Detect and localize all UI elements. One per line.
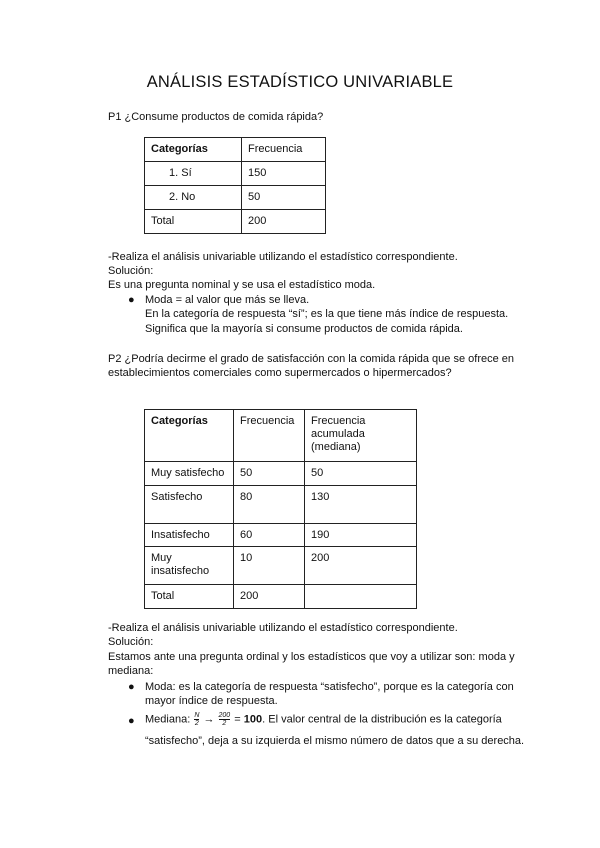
equals-sign: = [234,713,241,726]
fraction-n-over-2 [194,712,199,727]
table-cell: 60 [234,524,305,547]
table-cell: Satisfecho [145,486,234,524]
bullet-icon: ● [128,294,135,306]
mediana-rest: . El valor central de la distribución es la categoría [262,713,502,726]
p2-intro-line: mediana: [108,665,154,677]
table-row [145,162,326,186]
bullet-icon: ● [128,715,135,727]
bullet-text: “satisfecho”, deja a su izquierda el mismo número de datos que a su derecha. [145,735,525,747]
p1-solution-label: Solución: [108,265,154,277]
p2-question-line: establecimientos comerciales como supermercados o hipermercados? [108,367,452,379]
table-row [145,462,417,486]
bullet-icon: ● [128,681,135,693]
fraction-numerator: N [194,712,200,719]
bullet-text: mayor índice de respuesta. [145,695,278,707]
table-header-row [145,138,326,162]
fraction-denominator: 2 [194,720,199,727]
table-row [145,486,417,524]
p1-table [144,137,326,234]
fraction-numerator: 200 [218,712,231,719]
bullet-text: Moda = al valor que más se lleva. [145,294,310,306]
p1-instruction: -Realiza el análisis univariable utilizando el estadístico correspondiente. [108,251,458,263]
table-cell: 150 [242,162,326,186]
table-cell: 200 [242,210,326,234]
fraction-denominator: 2 [219,719,231,727]
mediana-formula [145,712,502,727]
table-cell: 80 [234,486,305,524]
table-cell: Total [145,585,234,609]
table-row [145,186,326,210]
table-cell: 50 [234,462,305,486]
table-cell: Muy satisfecho [145,462,234,486]
bullet-text: Significa que la mayoría si consume productos de comida rápida. [145,323,463,335]
mediana-label: Mediana: [145,713,191,726]
table-cell: Total [145,210,242,234]
mediana-result: 100 [243,713,263,726]
p2-question-line: P2 ¿Podría decirme el grado de satisfacción con la comida rápida que se ofrece en [108,353,515,365]
bullet-text: En la categoría de respuesta “sí”; es la que tiene más índice de respuesta. [145,308,509,320]
table-header: Frecuencia [234,410,305,462]
table-row [145,547,417,585]
table-cell: 200 [234,585,305,609]
table-cell: 190 [305,524,417,547]
table-cell: 1. Sí [145,162,242,186]
table-cell: Insatisfecho [145,524,234,547]
table-header: Frecuencia acumulada (mediana) [305,410,417,462]
table-header: Categorías [145,138,242,162]
p2-table [144,409,417,609]
table-header-row [145,410,417,462]
p2-solution-label: Solución: [108,636,154,648]
bullet-text: Moda: es la categoría de respuesta “satisfecho”, porque es la categoría con [145,681,514,693]
table-cell: 10 [234,547,305,585]
table-cell: 200 [305,547,417,585]
p2-instruction: -Realiza el análisis univariable utilizando el estadístico correspondiente. [108,622,458,634]
table-cell [305,585,417,609]
table-cell: 130 [305,486,417,524]
fraction-200-over-2 [219,712,231,727]
page-title: ANÁLISIS ESTADÍSTICO UNIVARIABLE [146,73,454,91]
p1-intro: Es una pregunta nominal y se usa el estadístico moda. [108,279,376,291]
table-cell: 2. No [145,186,242,210]
p1-question: P1 ¿Consume productos de comida rápida? [108,111,324,123]
table-header: Frecuencia [242,138,326,162]
table-row [145,210,326,234]
table-row [145,524,417,547]
arrow-icon: → [203,713,215,726]
table-header: Categorías [145,410,234,462]
table-cell: 50 [305,462,417,486]
table-cell: Muy insatisfecho [145,547,234,585]
p2-intro-line: Estamos ante una pregunta ordinal y los estadísticos que voy a utilizar son: moda y [108,651,515,663]
table-cell: 50 [242,186,326,210]
table-row [145,585,417,609]
